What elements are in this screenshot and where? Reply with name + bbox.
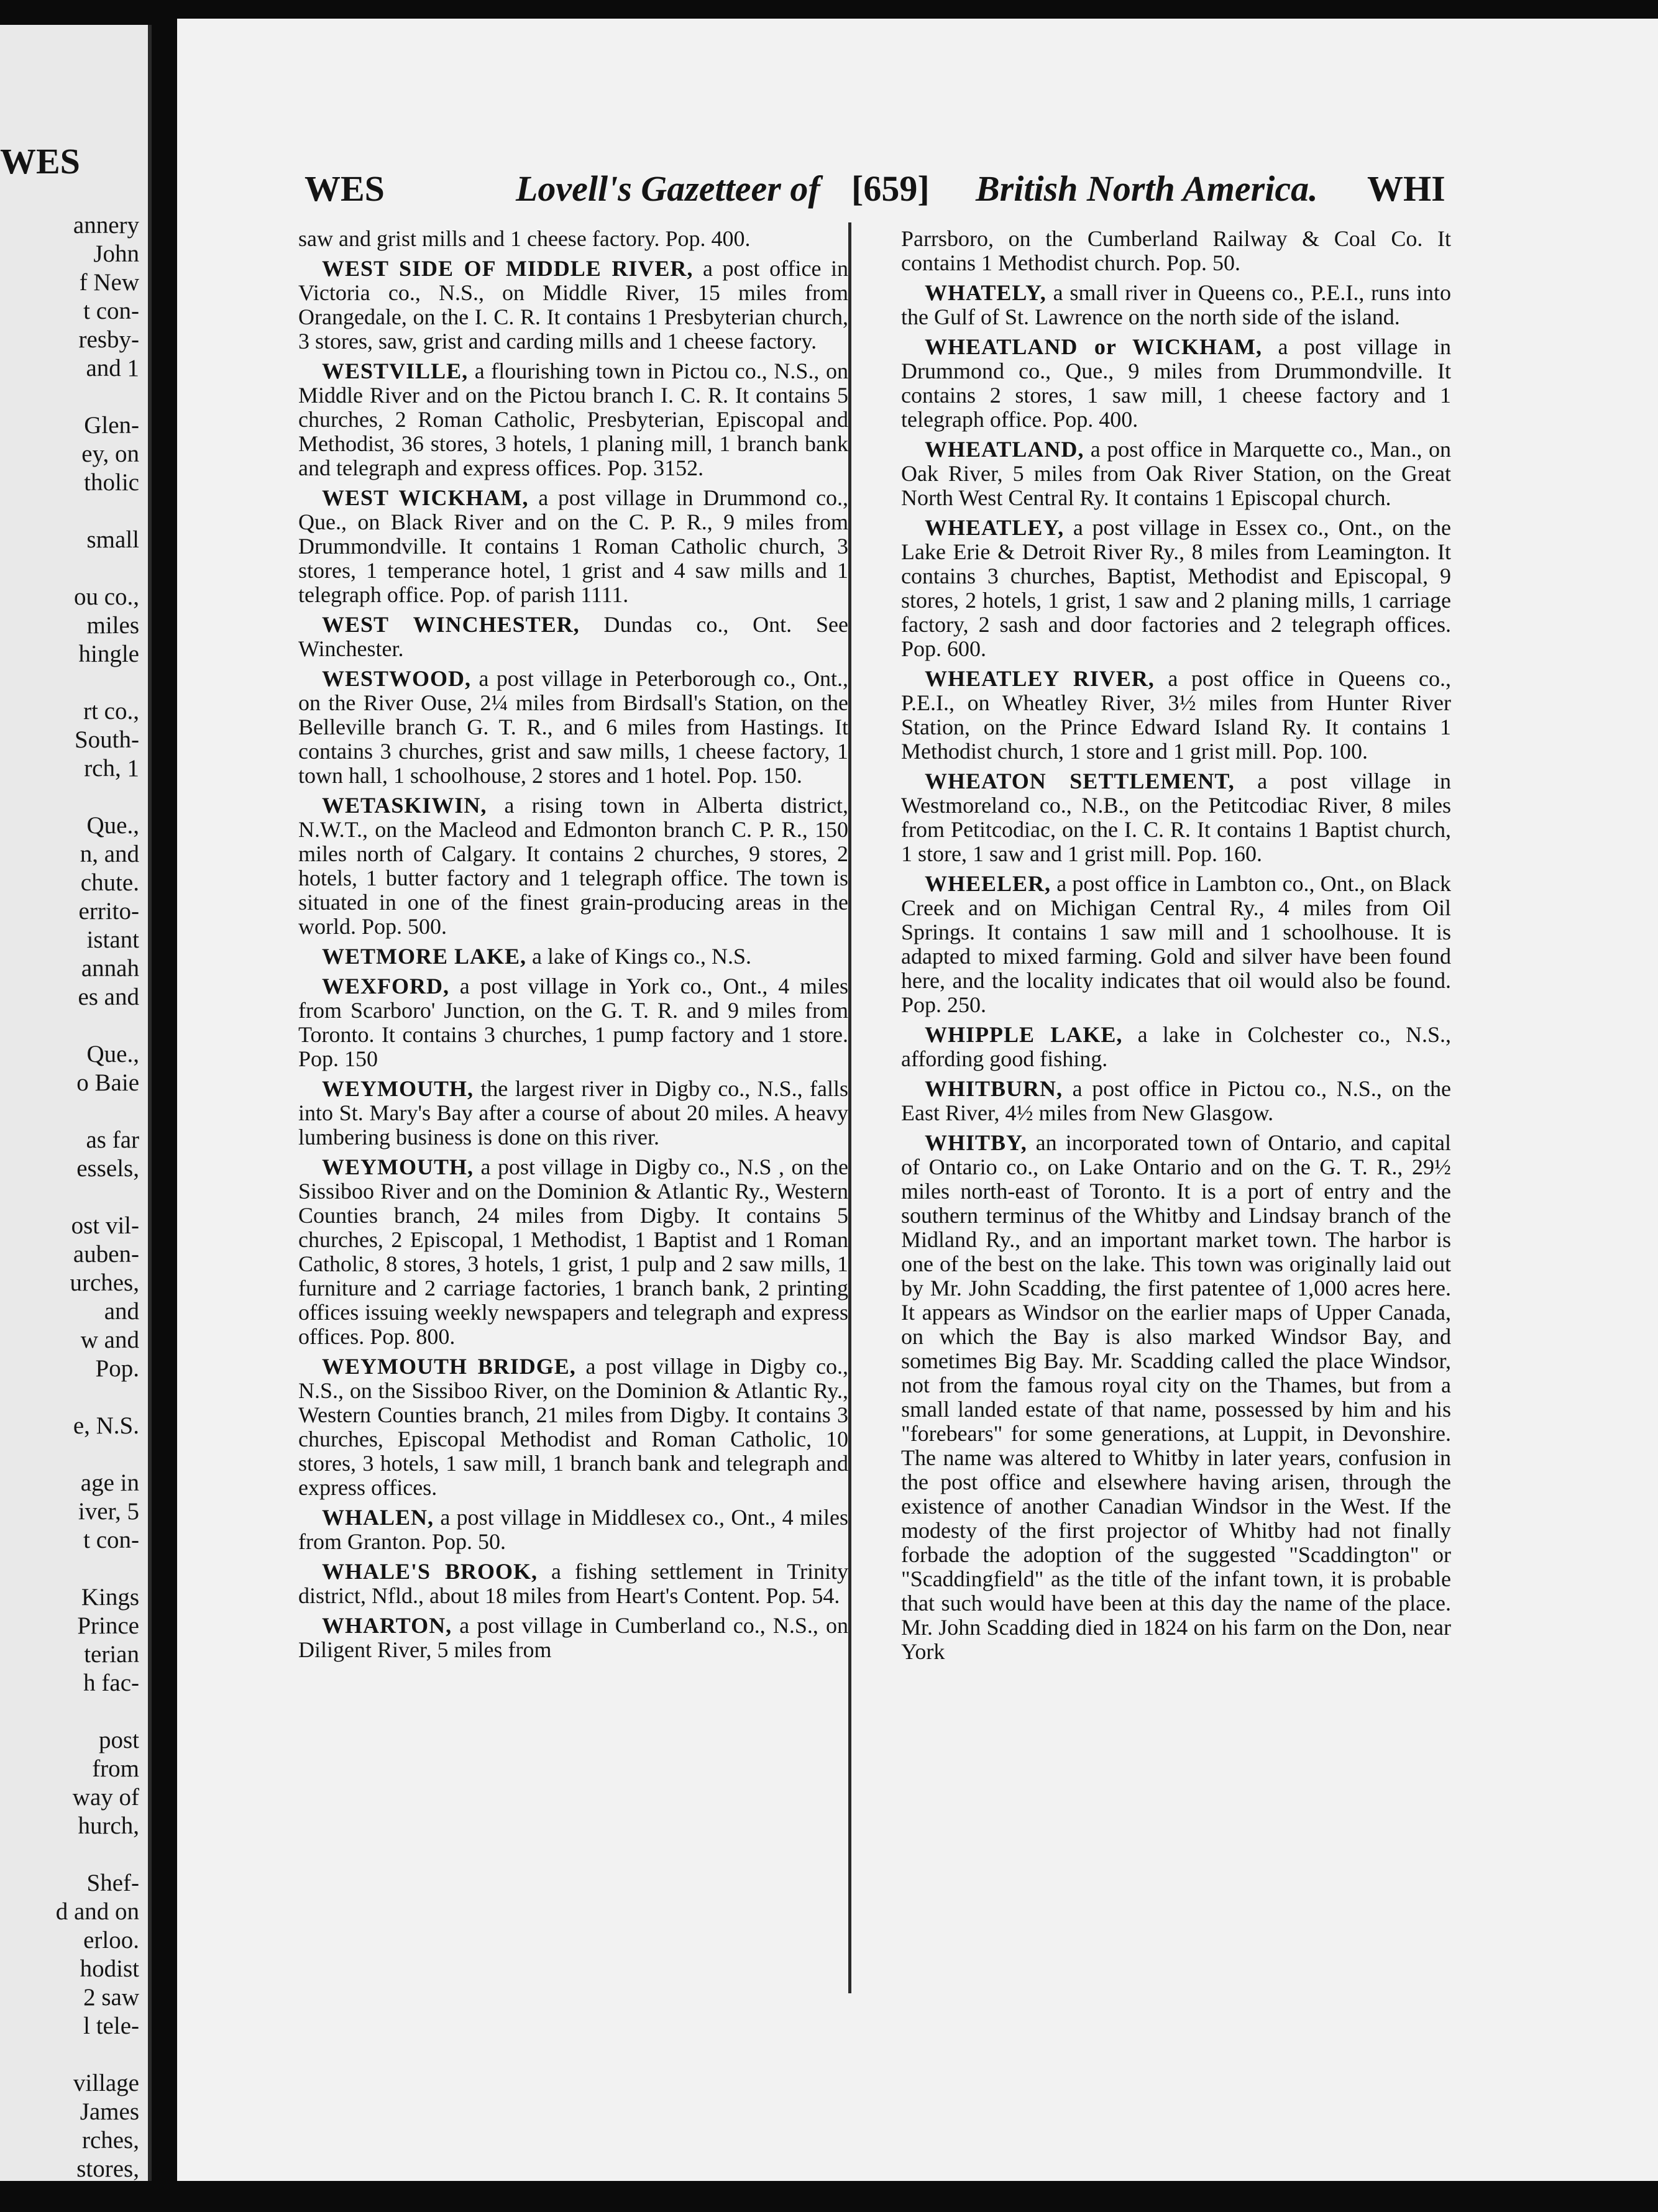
fragment-line: es and — [78, 984, 139, 1010]
entry-name: WEYMOUTH BRIDGE, — [322, 1354, 576, 1379]
header-left-word: WES — [305, 168, 385, 209]
fragment-line: miles — [86, 612, 139, 639]
fragment-line — [0, 669, 139, 697]
adjacent-page-text — [0, 211, 139, 2181]
fragment-line: hodist — [80, 1955, 139, 1982]
gazetteer-entry — [901, 335, 1451, 432]
gazetteer-entry — [901, 437, 1451, 510]
adjacent-page-fragment — [0, 25, 152, 2181]
gazetteer-entry — [298, 613, 848, 661]
gazetteer-entry — [901, 516, 1451, 661]
gazetteer-entry — [298, 1077, 848, 1149]
entry-text: an incorporated town of Ontario, and capital of Ontario co., on Lake Ontario and on the G. T. R., 29½ miles north-east of Toronto. It is a port of entry and the southern terminus of the Whitby and Lindsay branch of the Midland Ry., and an important market town. The harbor is one of the best on the lake. This town was originally laid out by Mr. John Scadding, the first patentee of 1,000 acres here. It appears as Windsor on the earlier maps of Upper Canada, on which the Bay is also marked Windsor Bay, and sometimes Big Bay. Mr. Scadding called the place Windsor, not from the famous royal city on the Thames, but from a small landed estate of that name, possessed by him and his "forebears" for some generations, at Luppit, in Devonshire. The name was altered to Whitby in later years, confusion in the post office and elsewhere having arisen, through the existence of another Canadian Windsor in the West. If the modesty of the first projector of Whitby had not finally forbade the adoption of the suggested "Scaddington" or "Scaddingfield" as the title of the infant town, it is probable that such would have been at this day the name of the place. Mr. John Scadding died in 1824 on his farm on the Don, near York — [901, 1130, 1451, 1664]
entry-text: a lake in Colchester co., N.S., affording good fishing. — [901, 1022, 1451, 1071]
header-right-word: WHI — [1367, 168, 1445, 209]
fragment-line: Glen- — [84, 412, 139, 439]
entry-text: a post village in Middlesex co., Ont., 4 miles from Granton. Pop. 50. — [298, 1505, 848, 1554]
entry-text: a rising town in Alberta district, N.W.T., on the Macleod and Edmonton branch C. P. R., 150 miles north of Calgary. It contains 2 churches, 9 stores, 2 hotels, 1 butter factory and 1 telegraph office. The town is situated in one of the finest grain-producing areas in the world. Pop. 500. — [298, 793, 848, 939]
entry-name: WHATELY, — [925, 280, 1047, 305]
gazetteer-entry — [298, 1560, 848, 1608]
entry-text: a post office in Marquette co., Man., on Oak River, 5 miles from Oak River Station, on the Great North West Central Ry. It contains 1 Episcopal church. — [901, 437, 1451, 510]
column-divider — [848, 222, 851, 1993]
fragment-line: terian — [84, 1641, 139, 1668]
entry-text: a post office in Victoria co., N.S., on Middle River, 15 miles from Orangedale, on the I. C. R. It contains 1 Presbyterian church, 3 stores, saw, grist and carding mills and 1 cheese factory. — [298, 256, 848, 354]
entry-name: WEYMOUTH, — [322, 1154, 474, 1179]
header-title: Lovell's Gazetteer of — [516, 168, 820, 209]
entry-text: a post village in Digby co., N.S , on the Sissiboo River and on the Dominion & Atlantic Ry., Western Counties branch, 24 miles from Digby. It contains 5 churches, 2 Episcopal, 1 Methodist, 1 Baptist and 1 Roman Catholic, 8 stores, 3 hotels, 1 grist, 1 pulp and 2 saw mills, 1 furniture and 2 carriage factories, 1 branch bank, 2 printing offices issuing weekly newspapers and telegraph and express offices. Pop. 800. — [298, 1154, 848, 1349]
entry-text: saw and grist mills and 1 cheese factory. Pop. 400. — [298, 226, 751, 251]
fragment-line: o Baie — [76, 1069, 139, 1096]
gazetteer-entry — [298, 486, 848, 607]
fragment-line: and — [104, 1298, 139, 1325]
entry-text: the largest river in Digby co., N.S., falls into St. Mary's Bay after a course of about 20 miles. A heavy lumbering business is done on this river. — [298, 1076, 848, 1149]
fragment-line: l tele- — [83, 2013, 139, 2039]
fragment-line: rt co., — [83, 698, 139, 724]
entry-name: WHITBURN, — [925, 1076, 1063, 1101]
entry-name: WHEATON SETTLEMENT, — [925, 769, 1235, 793]
fragment-line: hingle — [78, 641, 139, 667]
gazetteer-entry — [298, 944, 848, 969]
fragment-line — [0, 1012, 139, 1040]
gazetteer-entry — [901, 1077, 1451, 1125]
entry-name: WHALEN, — [322, 1505, 434, 1530]
gazetteer-entry — [901, 872, 1451, 1017]
fragment-line: n, and — [80, 841, 139, 867]
entry-text: a lake of Kings co., N.S. — [526, 944, 751, 969]
left-column — [298, 227, 848, 1668]
entry-text: Dundas co., Ont. See Winchester. — [298, 612, 848, 661]
entry-name: WETASKIWIN, — [322, 793, 487, 818]
entry-name: WESTVILLE, — [322, 359, 469, 383]
fragment-line: erritо- — [78, 898, 139, 925]
fragment-line: James — [80, 2098, 139, 2125]
entry-name: WHEELER, — [925, 871, 1051, 896]
running-header — [177, 168, 1658, 224]
gazetteer-entry — [901, 1023, 1451, 1071]
fragment-line: ou co., — [73, 583, 139, 610]
fragment-line — [0, 1840, 139, 1869]
entry-text: a small river in Queens co., P.E.I., runs into the Gulf of St. Lawrence on the north side of the island. — [901, 280, 1451, 329]
gazetteer-entry — [298, 793, 848, 939]
fragment-line: rch, 1 — [84, 755, 139, 782]
gazetteer-entry — [298, 1355, 848, 1500]
entry-name: WHIPPLE LAKE, — [925, 1022, 1123, 1047]
fragment-line: Que., — [86, 812, 139, 839]
fragment-line: from — [92, 1755, 139, 1782]
entry-text: a flourishing town in Pictou co., N.S., on Middle River and on the Pictou branch I. C. R. It contains 5 churches, 2 Roman Catholic, Presbyterian, Episcopal and Methodist, 36 stores, 3 hotels, 1 planing mill, 1 branch bank and telegraph and express offices. Pop. 3152. — [298, 359, 848, 480]
gazetteer-entry — [901, 667, 1451, 764]
fragment-line: d and on — [55, 1898, 139, 1925]
fragment-line: South- — [74, 726, 139, 753]
entry-text: a post village in York co., Ont., 4 miles from Scarboro' Junction, on the G. T. R. and 9 miles from Toronto. It contains 3 churches, 1 pump factory and 1 store. Pop. 150 — [298, 974, 848, 1071]
fragment-line: h fac- — [83, 1670, 139, 1696]
fragment-line: post — [98, 1727, 139, 1753]
fragment-line: annery — [73, 212, 139, 239]
fragment-line: Pop. — [95, 1355, 139, 1382]
fragment-line: 2 saw — [83, 1984, 139, 2011]
fragment-line: age in — [80, 1469, 139, 1496]
fragment-line: essels, — [76, 1155, 139, 1182]
entry-text: a post village in Westmoreland co., N.B., on the Petitcodiac River, 8 miles from Petitcodiac, on the I. C. R. It contains 1 Baptist church, 1 store, 1 saw and 1 grist mill. Pop. 160. — [901, 769, 1451, 866]
entry-name: WHEATLEY, — [925, 515, 1065, 540]
entry-name: WHEATLAND or WICKHAM, — [925, 334, 1263, 359]
gazetteer-entry — [298, 1614, 848, 1662]
entry-text: a post village in Drummond co., Que., on Black River and on the C. P. R., 9 miles from Drummondville. It contains 1 Roman Catholic church, 3 stores, 1 temperance hotel, 1 grist and 4 saw mills and 1 telegraph office. Pop. of parish 1111. — [298, 485, 848, 607]
gazetteer-entry — [298, 257, 848, 354]
fragment-line — [0, 1097, 139, 1126]
fragment-line: Que., — [86, 1041, 139, 1067]
entry-text: a fishing settlement in Trinity district, Nfld., about 18 miles from Heart's Content. Pop. 54. — [298, 1559, 849, 1608]
fragment-line: t con- — [83, 1527, 139, 1553]
fragment-line: John — [93, 240, 139, 267]
entry-text: a post office in Lambton co., Ont., on Black Creek and on Michigan Central Ry., 4 miles from Oil Springs. It contains 1 saw mill and 1 schoolhouse. It is adapted to mixed farming. Gold and silver have been found here, and the locality indicates that oil would also be found. Pop. 250. — [901, 871, 1451, 1017]
fragment-line: as far — [86, 1127, 139, 1153]
fragment-line: annah — [81, 955, 139, 982]
gazetteer-entry — [298, 1506, 848, 1554]
fragment-line: f New — [79, 269, 139, 296]
right-column — [901, 227, 1451, 1670]
fragment-line: t con- — [83, 298, 139, 324]
entry-text: a post village in Drummond co., Que., 9 miles from Drummondville. It contains 2 stores, 1 saw mill, 1 cheese factory and 1 telegraph office. Pop. 400. — [901, 334, 1451, 432]
gazetteer-entry — [298, 974, 848, 1071]
fragment-line — [0, 1555, 139, 1583]
fragment-line — [0, 383, 139, 411]
entry-text: a post village in Digby co., N.S., on the Sissiboo River, on the Dominion & Atlantic Ry., Western Counties branch, 21 miles from Digby. It contains 3 churches, Episcopal Methodist and Roman Catholic, 10 stores, 3 hotels, 1 saw mill, 1 branch bank and telegraph and express offices. — [298, 1354, 848, 1500]
entry-text: a post office in Pictou co., N.S., on the East River, 4½ miles from New Glasgow. — [901, 1076, 1451, 1125]
fragment-line: and 1 — [86, 355, 139, 382]
adjacent-page-header: WES — [0, 141, 80, 181]
gazetteer-entry — [298, 1155, 848, 1349]
gazetteer-entry — [298, 227, 848, 251]
fragment-line: resby- — [78, 326, 139, 353]
gazetteer-entry — [901, 281, 1451, 329]
entry-text: a post office in Queens co., P.E.I., on Wheatley River, 3½ miles from Hunter River Station, on the Prince Edward Island Ry. It contains 1 Methodist church, 1 store and 1 grist mill. Pop. 100. — [901, 666, 1451, 764]
fragment-line — [0, 1698, 139, 1726]
entry-name: WEYMOUTH, — [322, 1076, 474, 1101]
entry-name: WETMORE LAKE, — [322, 944, 527, 969]
entry-text: a post village in Cumberland co., N.S., on Diligent River, 5 miles from — [298, 1613, 848, 1662]
fragment-line: chute. — [80, 869, 139, 896]
fragment-line — [0, 2041, 139, 2069]
fragment-line — [0, 783, 139, 811]
fragment-line: Shef- — [86, 1870, 139, 1896]
fragment-line: ey, on — [81, 441, 139, 467]
entry-text: a post village in Essex co., Ont., on the Lake Erie & Detroit River Ry., 8 miles from Leamington. It contains 3 churches, Baptist, Methodist and Episcopal, 9 stores, 2 hotels, 1 grist, 1 saw and 2 planing mills, 1 carriage factory, 2 sash and door factories and 2 telegraph offices. Pop. 600. — [901, 515, 1451, 661]
entry-name: WHEATLEY RIVER, — [925, 666, 1155, 691]
fragment-line: hurch, — [78, 1812, 139, 1839]
gazetteer-entry — [901, 1131, 1451, 1664]
entry-name: WHEATLAND, — [925, 437, 1084, 462]
fragment-line: stores, — [76, 2155, 139, 2181]
entry-name: WESTWOOD, — [322, 666, 472, 691]
gazetteer-entry — [901, 769, 1451, 866]
entry-name: WEST SIDE OF MIDDLE RIVER, — [322, 256, 694, 281]
entry-text: a post village in Peterborough co., Ont., on the River Ouse, 2¼ miles from Birdsall's Station, on the Belleville branch G. T. R., and 6 miles from Hastings. It contains 3 churches, grist and saw mills, 1 cheese factory, 1 town hall, 1 schoolhouse, 2 stores and 1 hotel. Pop. 150. — [298, 666, 848, 788]
fragment-line — [0, 1440, 139, 1469]
fragment-line: rches, — [81, 2127, 139, 2154]
fragment-line — [0, 1183, 139, 1212]
gazetteer-entry — [901, 227, 1451, 275]
fragment-line: tholic — [84, 469, 139, 496]
entry-name: WHITBY, — [925, 1130, 1027, 1155]
fragment-line: way of — [72, 1784, 139, 1811]
entry-name: WEST WINCHESTER, — [322, 612, 580, 637]
fragment-line — [0, 554, 139, 583]
fragment-line: ost vil- — [71, 1212, 139, 1239]
fragment-line: erloo. — [83, 1927, 139, 1954]
fragment-line — [0, 497, 139, 526]
entry-name: WEXFORD, — [322, 974, 449, 999]
fragment-line: Prince — [77, 1612, 139, 1639]
fragment-line: small — [86, 526, 139, 553]
fragment-line: e, N.S. — [73, 1412, 139, 1439]
entry-text: Parrsboro, on the Cumberland Railway & Coal Co. It contains 1 Methodist church. Pop. 50. — [901, 226, 1451, 275]
fragment-line — [0, 1383, 139, 1412]
entry-name: WEST WICKHAM, — [322, 485, 529, 510]
fragment-line: iver, 5 — [78, 1498, 139, 1525]
entry-name: WHALE'S BROOK, — [322, 1559, 538, 1584]
fragment-line: auben- — [73, 1241, 139, 1268]
gazetteer-entry — [298, 359, 848, 480]
fragment-line: w and — [80, 1327, 139, 1353]
fragment-line: istant — [86, 926, 139, 953]
fragment-line: urches, — [70, 1269, 139, 1296]
header-title-continued: British North America. — [976, 168, 1318, 209]
gazetteer-entry — [298, 667, 848, 788]
page-number: [659] — [851, 168, 930, 209]
fragment-line: Kings — [81, 1584, 139, 1611]
entry-name: WHARTON, — [322, 1613, 452, 1638]
fragment-line: village — [73, 2070, 139, 2096]
gazetteer-page — [177, 19, 1658, 2181]
